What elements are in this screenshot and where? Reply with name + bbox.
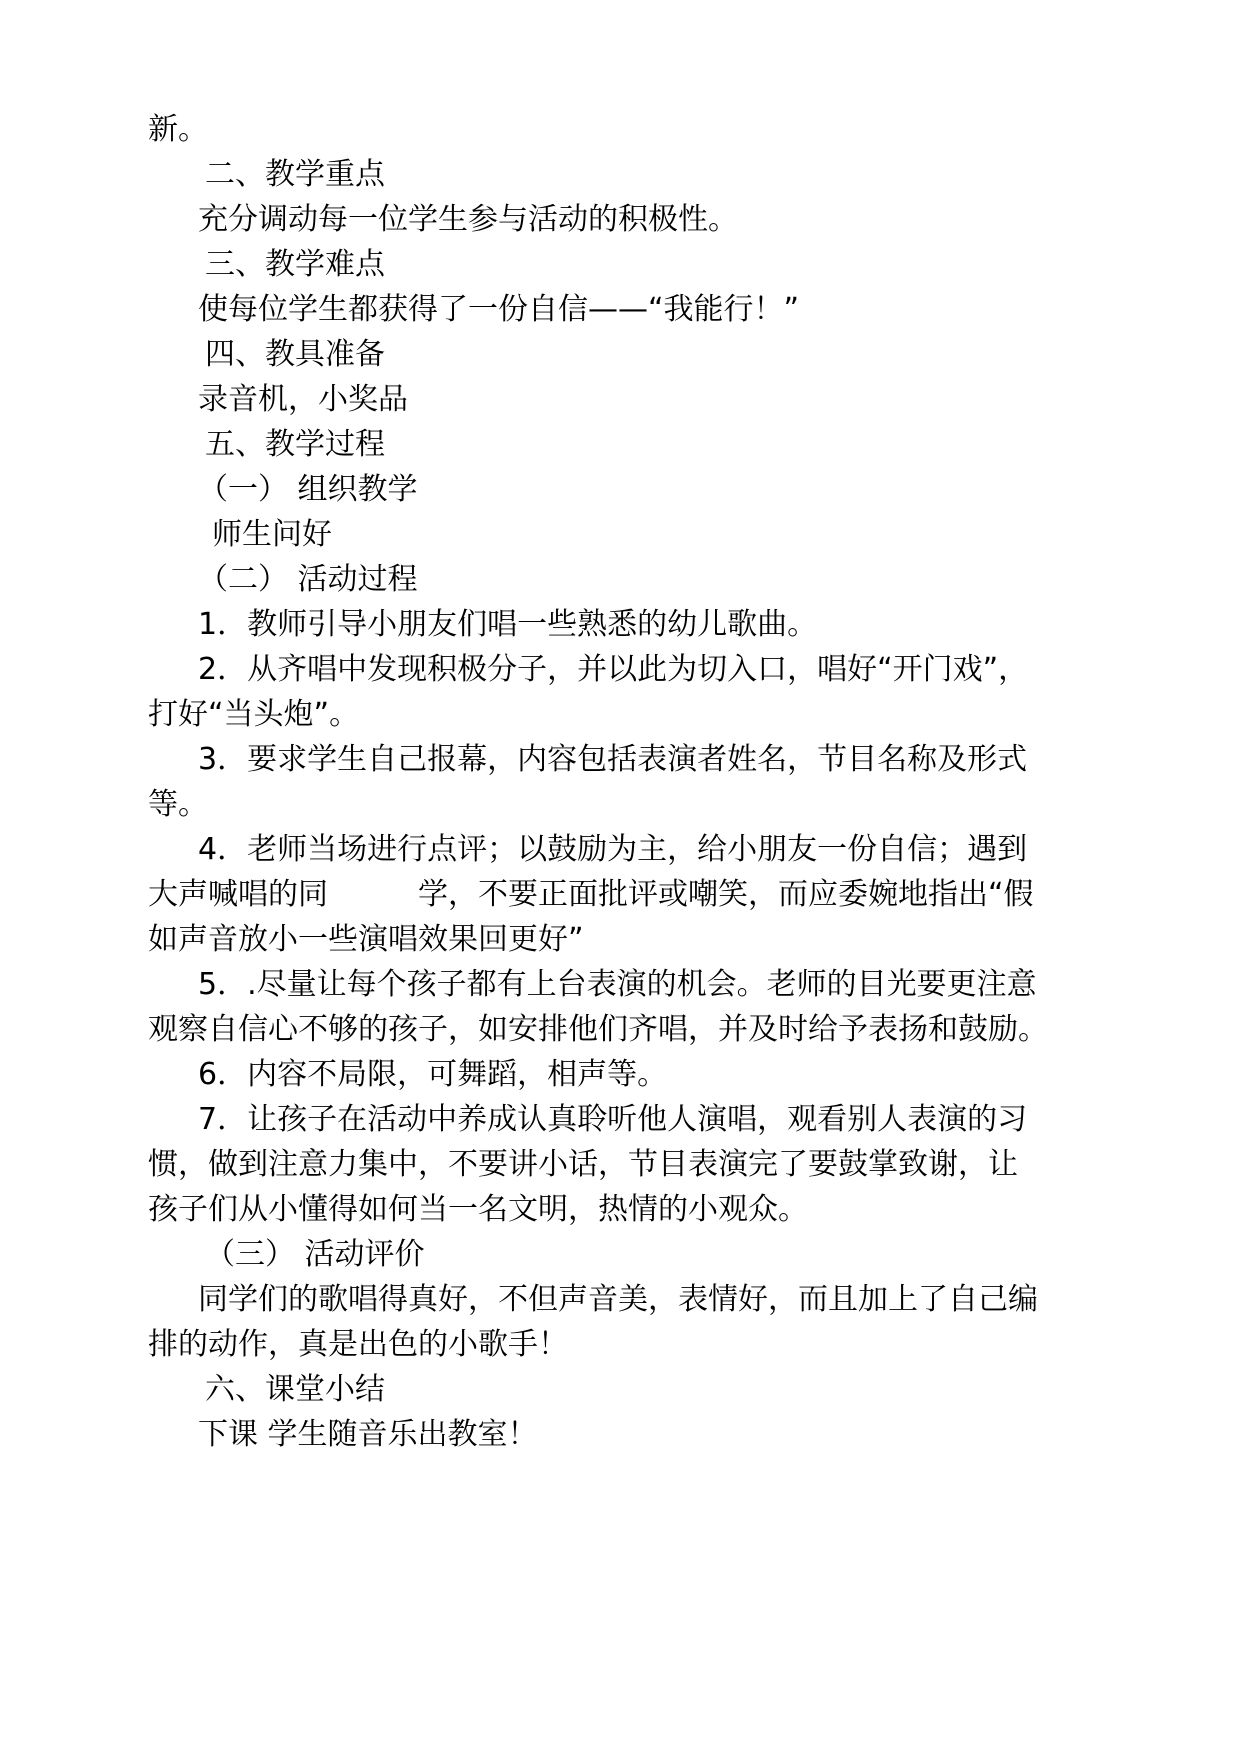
- section-heading-key-points: 二、教学重点: [205, 157, 385, 192]
- text-line: 师生问好: [212, 517, 332, 552]
- text-line: 下课 学生随音乐出教室！: [198, 1417, 538, 1452]
- list-item: 7．让孩子在活动中养成认真聆听他人演唱，观看别人表演的习: [198, 1102, 1028, 1137]
- text-line: 使每位学生都获得了一份自信——“我能行！”: [198, 292, 800, 327]
- text-line: 新。: [148, 112, 208, 147]
- list-item: 3．要求学生自己报幕，内容包括表演者姓名，节目名称及形式: [198, 742, 1028, 777]
- text-line: 惯，做到注意力集中，不要讲小话，节目表演完了要鼓掌致谢，让: [148, 1147, 1018, 1182]
- text-line: 排的动作，真是出色的小歌手！: [148, 1327, 568, 1362]
- section-heading-difficulties: 三、教学难点: [205, 247, 385, 282]
- text-line: 录音机，小奖品: [198, 382, 408, 417]
- text-line: 打好“当头炮”。: [148, 697, 360, 732]
- section-heading-process: 五、教学过程: [205, 427, 385, 462]
- text-line: 等。: [148, 787, 208, 822]
- list-item: 4．老师当场进行点评；以鼓励为主，给小朋友一份自信；遇到: [198, 832, 1028, 867]
- text-line: 充分调动每一位学生参与活动的积极性。: [198, 202, 738, 237]
- list-item: 1．教师引导小朋友们唱一些熟悉的幼儿歌曲。: [198, 607, 818, 642]
- list-item: 5．.尽量让每个孩子都有上台表演的机会。老师的目光要更注意: [198, 967, 1037, 1002]
- subsection-heading-evaluation: （三） 活动评价: [205, 1237, 425, 1272]
- text-line: 同学们的歌唱得真好，不但声音美，表情好，而且加上了自己编: [198, 1282, 1038, 1317]
- list-item: 6．内容不局限，可舞蹈，相声等。: [198, 1057, 668, 1092]
- section-heading-summary: 六、课堂小结: [205, 1372, 385, 1407]
- text-line: 观察自信心不够的孩子，如安排他们齐唱，并及时给予表扬和鼓励。: [148, 1012, 1048, 1047]
- text-line: 如声音放小一些演唱效果回更好”: [148, 922, 584, 957]
- text-line: 孩子们从小懂得如何当一名文明，热情的小观众。: [148, 1192, 808, 1227]
- section-heading-materials: 四、教具准备: [205, 337, 385, 372]
- text-line: 大声喊唱的同 学，不要正面批评或嘲笑，而应委婉地指出“假: [148, 877, 1034, 912]
- subsection-heading-activity: （二） 活动过程: [198, 562, 418, 597]
- subsection-heading-organize: （一） 组织教学: [198, 472, 418, 507]
- list-item: 2．从齐唱中发现积极分子，并以此为切入口，唱好“开门戏”，: [198, 652, 1029, 687]
